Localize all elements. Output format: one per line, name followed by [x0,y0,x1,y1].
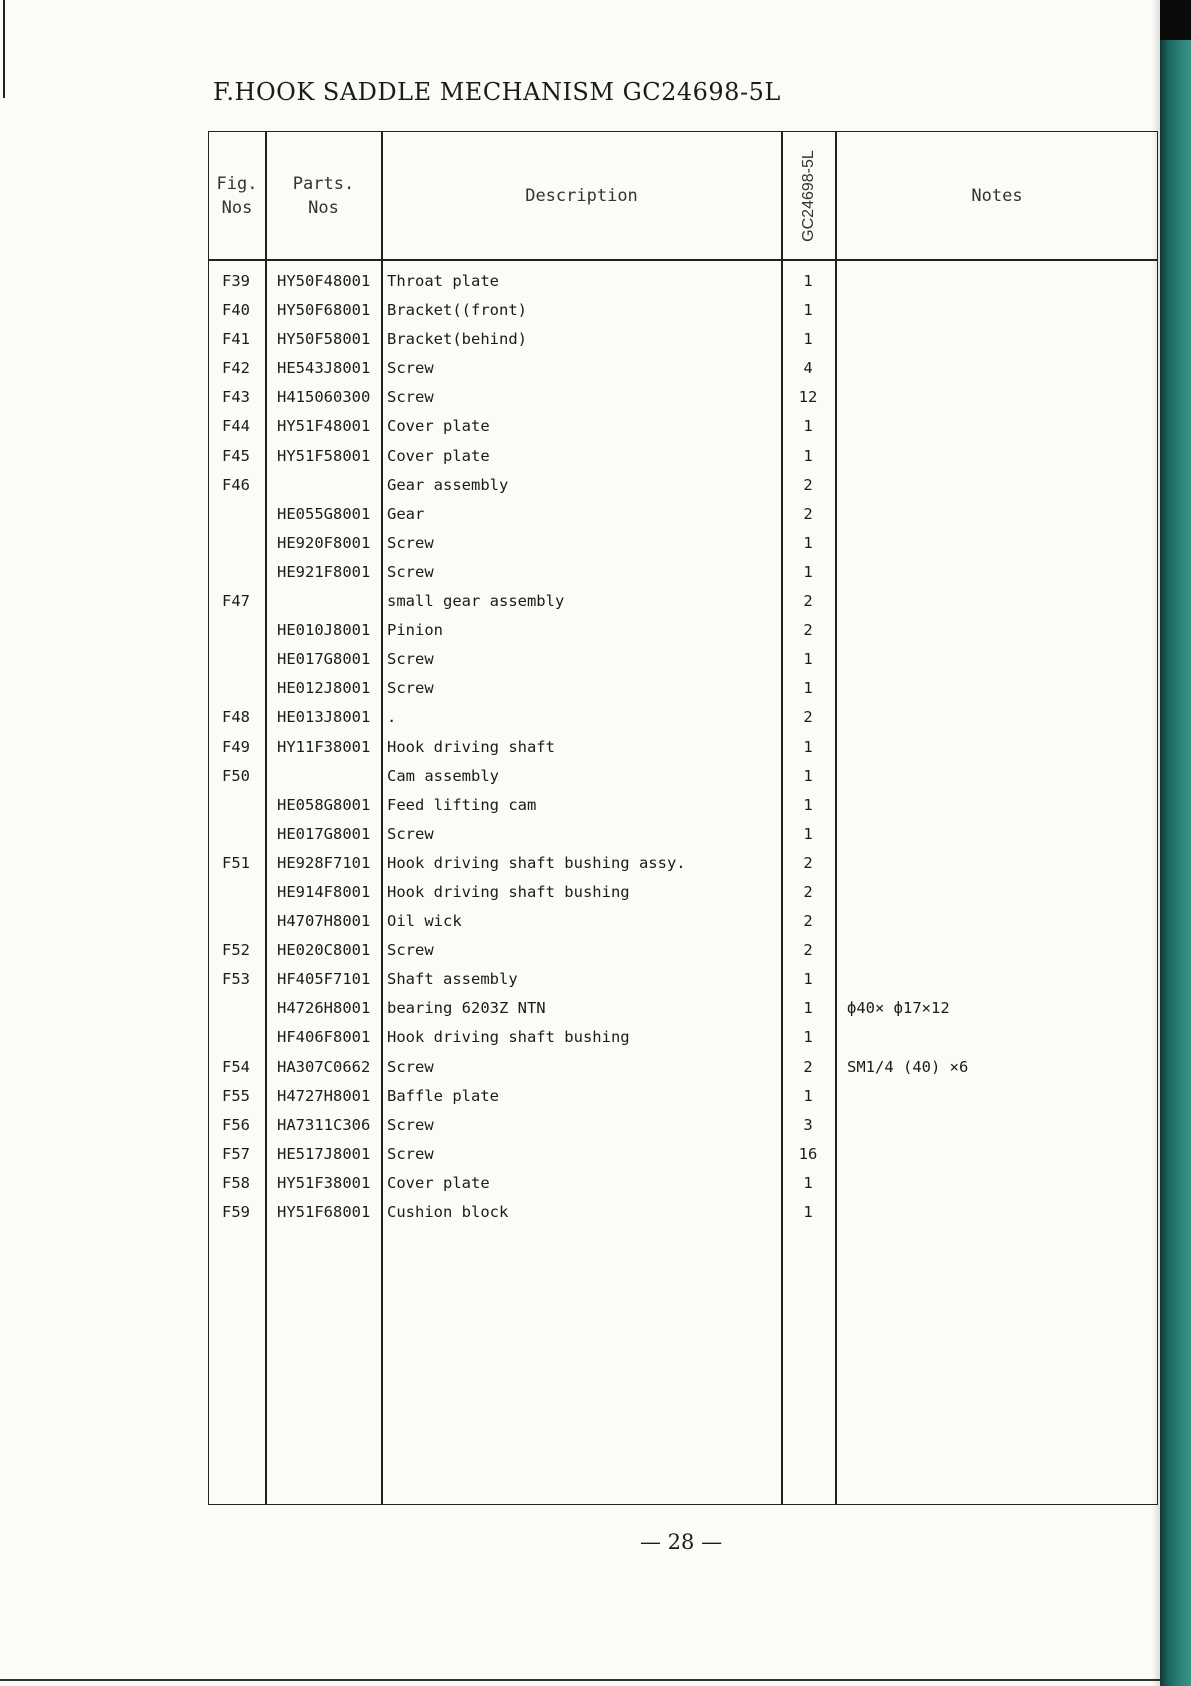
part-number: HE914F8001 [277,882,371,901]
quantity: 1 [803,533,813,552]
part-description: Cover plate [387,446,490,465]
part-description: small gear assembly [387,592,565,611]
binding-edge [1160,0,1191,1686]
quantity: 1 [803,330,813,349]
quantity: 1 [803,650,813,669]
fig-number: F48 [222,708,250,727]
quantity: 1 [803,301,813,320]
part-description: Bracket((front) [387,301,527,320]
part-number: HY51F58001 [277,446,371,465]
quantity: 2 [803,708,813,727]
part-description: Screw [387,1144,434,1163]
part-description: Screw [387,1057,434,1076]
quantity: 2 [803,912,813,931]
fig-number: F54 [222,1057,250,1076]
table-row [209,1083,1157,1112]
table-row [209,879,1157,908]
quantity: 1 [803,272,813,290]
part-number: HE020C8001 [277,941,371,960]
table-row [209,704,1157,733]
part-description: Hook driving shaft bushing [387,1028,630,1047]
quantity: 2 [803,853,813,872]
fig-number: F45 [222,446,250,465]
part-number: HE517J8001 [277,1144,371,1163]
part-description: Pinion [387,621,443,640]
quantity: 1 [803,795,813,814]
header-parts-nos: Parts. Nos [292,173,355,218]
part-description: bearing 6203Z NTN [387,999,546,1018]
table-row [209,1141,1157,1170]
part-number: HY51F38001 [277,1173,371,1192]
table-row [209,821,1157,850]
fig-number: F44 [222,417,250,436]
quantity: 1 [803,1203,813,1221]
note: SM1/4 (40) ×6 [847,1057,969,1076]
quantity: 2 [803,1057,813,1076]
fig-number: F49 [222,737,250,756]
fig-number: F53 [222,970,250,989]
part-description: Cushion block [387,1203,509,1221]
quantity: 1 [803,999,813,1018]
quantity: 2 [803,621,813,640]
quantity: 4 [803,359,813,378]
table-row [209,675,1157,704]
part-number: HF405F7101 [277,970,371,989]
quantity: 1 [803,1173,813,1192]
quantity: 1 [803,1086,813,1105]
page-number: — 28 — [640,1530,723,1554]
part-description: Cam assembly [387,766,499,785]
part-description: . [387,708,397,727]
part-number: HY11F38001 [277,737,371,756]
header-divider [209,259,1157,261]
page-title: F.HOOK SADDLE MECHANISM GC24698-5L [213,78,781,106]
quantity: 12 [798,388,818,407]
part-number: HY51F68001 [277,1203,371,1221]
fig-number: F56 [222,1115,250,1134]
table-row [209,617,1157,646]
quantity: 2 [803,941,813,960]
part-description: Screw [387,562,434,581]
part-number: HA307C0662 [277,1057,371,1076]
part-description: Feed lifting cam [387,795,537,814]
table-row [209,530,1157,559]
part-number: HE017G8001 [277,650,371,669]
fig-number: F50 [222,766,250,785]
part-number: H4707H8001 [277,912,371,931]
table-row [209,734,1157,763]
part-number: HE921F8001 [277,562,371,581]
part-number: HY51F48001 [277,417,371,436]
table-row [209,501,1157,530]
part-number: HE058G8001 [277,795,371,814]
part-number: HE010J8001 [277,621,371,640]
part-description: Screw [387,533,434,552]
part-number: HE920F8001 [277,533,371,552]
quantity: 2 [803,592,813,611]
binding-edge-top [1160,0,1191,40]
table-row [209,1024,1157,1053]
table-row [209,908,1157,937]
table-row [209,443,1157,472]
part-description: Hook driving shaft [387,737,555,756]
quantity: 1 [803,737,813,756]
header-fig-nos: Fig. Nos [216,173,258,218]
part-description: Screw [387,1115,434,1134]
part-number: H415060300 [277,388,371,407]
part-number: HY50F48001 [277,272,371,290]
part-number: HE017G8001 [277,824,371,843]
table-row [209,297,1157,326]
fig-number: F41 [222,330,250,349]
part-description: Bracket(behind) [387,330,527,349]
table-row [209,355,1157,384]
part-number: H4727H8001 [277,1086,371,1105]
table-row [209,1199,1157,1228]
part-number: HF406F8001 [277,1028,371,1047]
part-number: HE543J8001 [277,359,371,378]
fig-number: F59 [222,1203,250,1221]
fig-number: F57 [222,1144,250,1163]
table-row [209,1170,1157,1199]
part-description: Oil wick [387,912,462,931]
table-row [209,559,1157,588]
table-row [209,472,1157,501]
quantity: 1 [803,679,813,698]
part-number: HY50F58001 [277,330,371,349]
part-description: Cover plate [387,417,490,436]
part-description: Shaft assembly [387,970,518,989]
scan-bottom-edge [0,1679,1160,1681]
scan-edge-mark [3,0,5,98]
part-description: Hook driving shaft bushing [387,882,630,901]
part-description: Screw [387,388,434,407]
part-description: Cover plate [387,1173,490,1192]
quantity: 1 [803,417,813,436]
part-description: Screw [387,941,434,960]
header-description: Description [525,185,638,206]
quantity: 1 [803,562,813,581]
part-number: HY50F68001 [277,301,371,320]
part-description: Gear assembly [387,475,509,494]
quantity: 1 [803,1028,813,1047]
parts-table [208,131,1158,1505]
part-number: HA7311C306 [277,1115,371,1134]
part-description: Hook driving shaft bushing assy. [387,853,686,872]
part-description: Screw [387,824,434,843]
part-description: Screw [387,650,434,669]
fig-number: F58 [222,1173,250,1192]
table-row [209,792,1157,821]
part-number: H4726H8001 [277,999,371,1018]
table-row [209,995,1157,1024]
fig-number: F39 [222,272,250,290]
table-row [209,1054,1157,1083]
fig-number: F55 [222,1086,250,1105]
table-row [209,384,1157,413]
table-row [209,326,1157,355]
quantity: 2 [803,475,813,494]
fig-number: F42 [222,359,250,378]
part-description: Screw [387,679,434,698]
table-row [209,1112,1157,1141]
table-row [209,413,1157,442]
fig-number: F51 [222,853,250,872]
part-number: HE012J8001 [277,679,371,698]
note: ф40× ф17×12 [847,999,950,1018]
header-model-quantity: GC24698-5L [799,149,817,242]
part-description: Gear [387,504,425,523]
fig-number: F46 [222,475,250,494]
quantity: 3 [803,1115,813,1134]
part-number: HE055G8001 [277,504,371,523]
quantity: 1 [803,446,813,465]
fig-number: F47 [222,592,250,611]
table-row [209,763,1157,792]
table-row [209,588,1157,617]
part-description: Baffle plate [387,1086,499,1105]
quantity: 1 [803,970,813,989]
quantity: 2 [803,504,813,523]
table-row [209,646,1157,675]
quantity: 2 [803,882,813,901]
quantity: 1 [803,766,813,785]
table-body [209,268,1157,1228]
header-notes: Notes [971,185,1023,206]
quantity: 1 [803,824,813,843]
fig-number: F43 [222,388,250,407]
table-row [209,966,1157,995]
part-number: HE013J8001 [277,708,371,727]
quantity: 16 [798,1144,818,1163]
part-description: Throat plate [387,272,499,290]
table-row [209,850,1157,879]
table-row [209,937,1157,966]
table-row [209,268,1157,297]
fig-number: F40 [222,301,250,320]
part-description: Screw [387,359,434,378]
part-number: HE928F7101 [277,853,371,872]
fig-number: F52 [222,941,250,960]
